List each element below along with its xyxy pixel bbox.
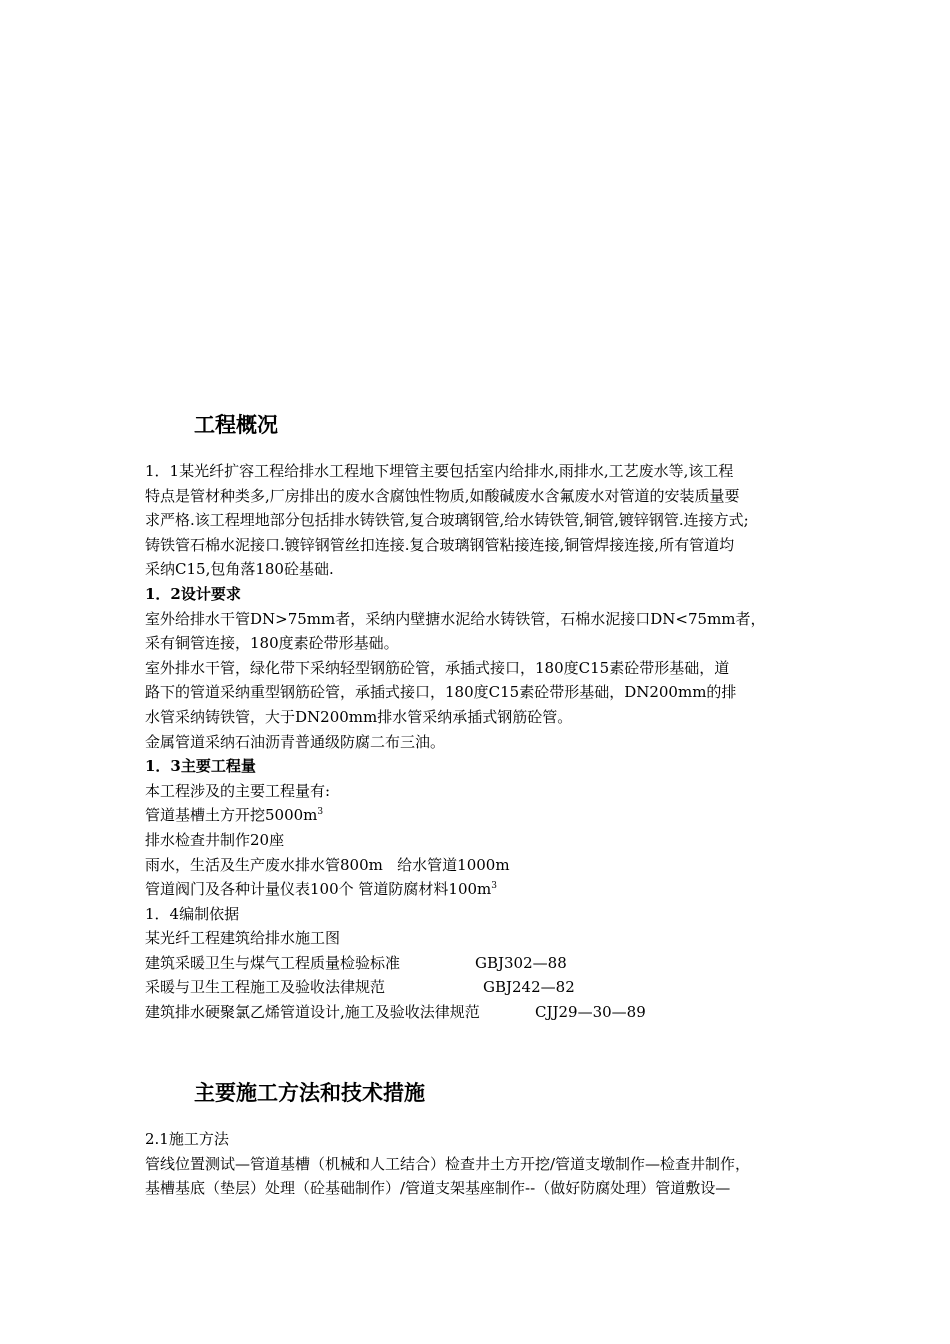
subheading-design-requirements: 1．2设计要求: [145, 584, 241, 603]
paragraph-line: 1．1某光纤扩容工程给排水工程地下埋管主要包括室内给排水,雨排水,工艺废水等,该工程: [145, 462, 734, 480]
quantity-line: 排水检查井制作20座: [145, 830, 285, 849]
section-heading-methods: 主要施工方法和技术措施: [194, 1081, 425, 1105]
paragraph-line: 室外排水干管，绿化带下采纳轻型钢筋砼管，承插式接口，180度C15素砼带形基础，道: [145, 658, 730, 677]
superscript: 3: [317, 807, 324, 818]
methods-body: [145, 1127, 813, 1201]
quantity-line: [145, 803, 813, 828]
reference-code: GBJ242—82: [483, 978, 575, 997]
paragraph-line: 基槽基底（垫层）处理（砼基础制作）/管道支架基座制作--（做好防腐处理）管道敷设—: [145, 1179, 731, 1198]
reference-code: CJJ29—30—89: [535, 1003, 646, 1022]
paragraph-line: 管线位置测试—管道基槽（机械和人工结合）检查井土方开挖/管道支墩制作—检查井制作，: [145, 1154, 751, 1173]
reference-title: 建筑采暖卫生与煤气工程质量检验标准: [145, 953, 401, 972]
subheading-construction-method: 2.1施工方法: [145, 1130, 229, 1148]
reference-line: [145, 1000, 813, 1025]
section-heading-overview: 工程概况: [194, 413, 278, 437]
reference-line: [145, 975, 813, 1000]
paragraph-line: 室外给排水干管DN>75mm者，采纳内壁搪水泥给水铸铁管，石棉水泥接口DN<75mm者，: [145, 609, 766, 628]
paragraph-line: 特点是管材种类多,厂房排出的废水含腐蚀性物质,如酸碱废水含氟废水对管道的安装质量要: [145, 486, 740, 505]
paragraph-line: 采纳C15,包角落180砼基础.: [145, 560, 334, 579]
reference-title: 采暖与卫生工程施工及验收法律规范: [145, 978, 386, 997]
paragraph-line: 路下的管道采纳重型钢筋砼管，承插式接口，180度C15素砼带形基础，DN200mm的排: [145, 683, 737, 702]
reference-line: [145, 951, 813, 976]
subheading-main-quantities: 1．3主要工程量: [145, 757, 256, 776]
paragraph-line: 金属管道采纳石油沥青普通级防腐二布三油。: [145, 732, 446, 751]
quantity-text: 管道阀门及各种计量仪表100个 管道防腐材料100m: [145, 880, 492, 899]
subheading-basis: 1．4编制依据: [145, 904, 240, 923]
quantity-text: 管道基槽土方开挖5000m: [145, 806, 318, 825]
paragraph-line: 求严格.该工程埋地部分包括排水铸铁管,复合玻璃钢管,给水铸铁管,铜管,镀锌钢管.连接方式;: [145, 511, 749, 530]
reference-line: 某光纤工程建筑给排水施工图: [145, 929, 341, 948]
quantity-line: 雨水，生活及生产废水排水管800m 给水管道1000m: [145, 855, 510, 874]
paragraph-line: 采有铜管连接，180度素砼带形基础。: [145, 634, 399, 653]
superscript: 3: [491, 881, 497, 892]
reference-title: 建筑排水硬聚氯乙烯管道设计,施工及验收法律规范: [145, 1003, 480, 1022]
paragraph-line: 水管采纳铸铁管，大于DN200mm排水管采纳承插式钢筋砼管。: [145, 707, 573, 726]
reference-code: GBJ302—88: [475, 953, 567, 972]
paragraph-line: 铸铁管石棉水泥接口.镀锌钢管丝扣连接.复合玻璃钢管粘接连接,铜管焊接连接,所有管道均: [145, 535, 735, 554]
overview-body: [145, 459, 813, 1025]
quantity-line: [145, 877, 813, 902]
paragraph-line: 本工程涉及的主要工程量有:: [145, 781, 331, 800]
